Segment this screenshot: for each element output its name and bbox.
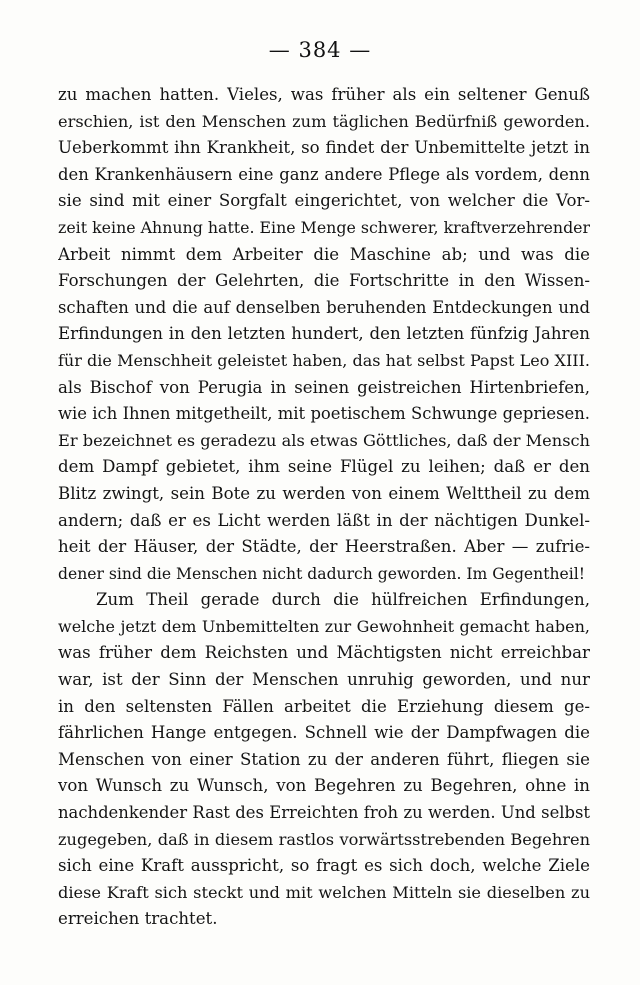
- text-line: zu machen hatten. Vieles, was früher als ein seltener Genuß: [58, 85, 590, 104]
- text-line: Arbeit nimmt dem Arbeiter die Maschine ab; und was die: [58, 244, 590, 264]
- text-line: schaften und die auf denselben beruhenden Entdeckungen und: [58, 297, 590, 317]
- text-line: dener sind die Menschen nicht dadurch geworden. Im Gegentheil!: [58, 564, 585, 583]
- text-line: nachdenkender Rast des Erreichten froh zu werden. Und selbst: [58, 803, 590, 823]
- text-line: welche jetzt dem Unbemittelten zur Gewohnheit gemacht haben,: [58, 616, 590, 636]
- text-line: erreichen trachtet.: [58, 909, 218, 929]
- text-line: was früher dem Reichsten und Mächtigsten nicht erreichbar: [58, 643, 590, 663]
- text-line: Erfindungen in den letzten hundert, den letzten fünfzig Jahren: [58, 324, 590, 344]
- page-number: — 384 —: [268, 38, 372, 62]
- text-line: war, ist der Sinn der Menschen unruhig geworden, und nur: [58, 670, 590, 690]
- text-line: sich eine Kraft ausspricht, so fragt es sich doch, welche Ziele: [58, 856, 590, 876]
- paragraph-start-line: Zum Theil gerade durch die hülfreichen Erfindungen,: [96, 590, 590, 610]
- text-line: als Bischof von Perugia in seinen geistreichen Hirtenbriefen,: [58, 377, 590, 397]
- text-line: andern; daß er es Licht werden läßt in der nächtigen Dunkel-: [58, 510, 590, 530]
- text-line: den Krankenhäusern eine ganz andere Pflege als vordem, denn: [58, 164, 590, 184]
- text-line: Blitz zwingt, sein Bote zu werden von einem Welttheil zu dem: [58, 483, 590, 503]
- text-line: zugegeben, daß in diesem rastlos vorwärtsstrebenden Begehren: [58, 829, 590, 849]
- text-line: dem Dampf gebietet, ihm seine Flügel zu leihen; daß er den: [58, 457, 590, 477]
- text-line: Forschungen der Gelehrten, die Fortschritte in den Wissen-: [58, 271, 590, 291]
- text-line: diese Kraft sich steckt und mit welchen Mitteln sie dieselben zu: [58, 882, 590, 902]
- text-line: in den seltensten Fällen arbeitet die Erziehung diesem ge-: [58, 696, 590, 716]
- text-line: zeit keine Ahnung hatte. Eine Menge schwerer, kraftverzehrender: [58, 217, 590, 237]
- text-line: für die Menschheit geleistet haben, das hat selbst Papst Leo XIII.: [58, 350, 590, 370]
- text-line: Menschen von einer Station zu der anderen führt, fliegen sie: [58, 749, 590, 769]
- text-line: sie sind mit einer Sorgfalt eingerichtet, von welcher die Vor-: [58, 191, 590, 211]
- text-line: Ueberkommt ihn Krankheit, so findet der Unbemittelte jetzt in: [58, 138, 590, 158]
- text-line: von Wunsch zu Wunsch, von Begehren zu Begehren, ohne in: [58, 776, 590, 796]
- text-line: erschien, ist den Menschen zum täglichen Bedürfniß geworden.: [58, 111, 590, 131]
- text-line: fährlichen Hange entgegen. Schnell wie der Dampfwagen die: [58, 723, 590, 743]
- text-line: heit der Häuser, der Städte, der Heerstraßen. Aber — zufrie-: [58, 537, 590, 557]
- body-text: [58, 82, 590, 933]
- text-line: wie ich Ihnen mitgetheilt, mit poetischem Schwunge gepriesen.: [58, 404, 590, 424]
- text-line: Er bezeichnet es geradezu als etwas Göttliches, daß der Mensch: [58, 430, 590, 450]
